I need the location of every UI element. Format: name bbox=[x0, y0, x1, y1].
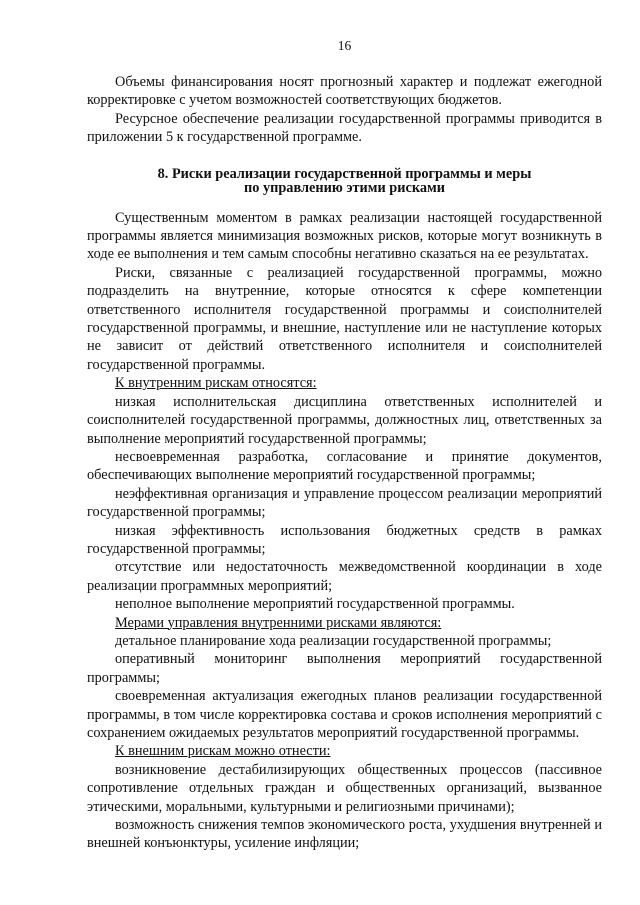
section-title-line-1: 8. Риски реализации государственной программы и меры bbox=[157, 165, 532, 182]
internal-risk-item: низкая эффективность использования бюджетных средств в рамках государственной программы; bbox=[87, 522, 602, 557]
internal-measures-heading bbox=[87, 614, 602, 632]
internal-risk-item: неэффективная организация и управление процессом реализации мероприятий государственной программы; bbox=[87, 485, 602, 521]
external-risks-heading-text: К внешним рискам можно отнести: bbox=[115, 743, 331, 760]
internal-risk-item: несвоевременная разработка, согласование и принятие документов, обеспечивающих выполнение мероприятий государственной программы; bbox=[87, 448, 602, 484]
section-title bbox=[87, 167, 602, 195]
page-number: 16 bbox=[337, 38, 352, 53]
external-risk-item: возможность снижения темпов экономического роста, ухудшения внутренней и внешней конъюнктуры, усиление инфляции; bbox=[87, 817, 602, 852]
internal-measure-item: своевременная актуализация ежегодных планов реализации государственной программы, в том числе корректировка состава и сроков исполнения мероприятий с сохранением ожидаемых результатов мероприятий государственной программы. bbox=[87, 688, 602, 741]
internal-risks-heading-text: К внутренним рискам относятся: bbox=[115, 375, 317, 392]
internal-risk-item: низкая исполнительская дисциплина ответственных исполнителей и соисполнителей государственной программы, должностных лиц, ответственных за выполнение мероприятий государственной программы; bbox=[87, 393, 602, 447]
external-risk-item: возникновение дестабилизирующих общественных процессов (пассивное сопротивление отдельных граждан и общественных организаций, вызванное этическими, моральными, культурными и религиозными причинами); bbox=[87, 761, 602, 815]
paragraph-resources: Ресурсное обеспечение реализации государственной программы приводится в приложении 5 к государственной программе. bbox=[87, 110, 602, 146]
paragraph-financing: Объемы финансирования носят прогнозный характер и подлежат ежегодной корректировке с учетом возможностей соответствующих бюджетов. bbox=[87, 74, 602, 109]
internal-risk-item: отсутствие или недостаточность межведомственной координации в ходе реализации программных мероприятий; bbox=[87, 559, 602, 594]
external-risks-heading bbox=[87, 742, 602, 760]
internal-measure-item: оперативный мониторинг выполнения мероприятий государственной программы; bbox=[87, 651, 602, 686]
internal-measure-item: детальное планирование хода реализации государственной программы; bbox=[115, 632, 552, 649]
paragraph-risk-classification: Риски, связанные с реализацией государственной программы, можно подразделить на внутренние, которые относятся к сфере компетенции ответственного исполнителя государственной программы и соисполнителей государственной программы, и внешние, наступление или не наступление которых не зависит от действий ответственного исполнителя и соисполнителей государственной программы. bbox=[87, 264, 602, 373]
section-title-line-2: по управлению этими рисками bbox=[244, 179, 445, 196]
paragraph-risk-minimization: Существенным моментом в рамках реализации настоящей государственной программы является минимизация возможных рисков, которые могут возникнуть в ходе ее выполнения и тем самым способны негативно сказаться на ее результатах. bbox=[87, 209, 602, 263]
internal-measures-heading-text: Мерами управления внутренними рисками являются: bbox=[115, 614, 442, 631]
internal-risks-heading bbox=[87, 374, 602, 392]
internal-risk-item: неполное выполнение мероприятий государственной программы. bbox=[115, 596, 515, 613]
